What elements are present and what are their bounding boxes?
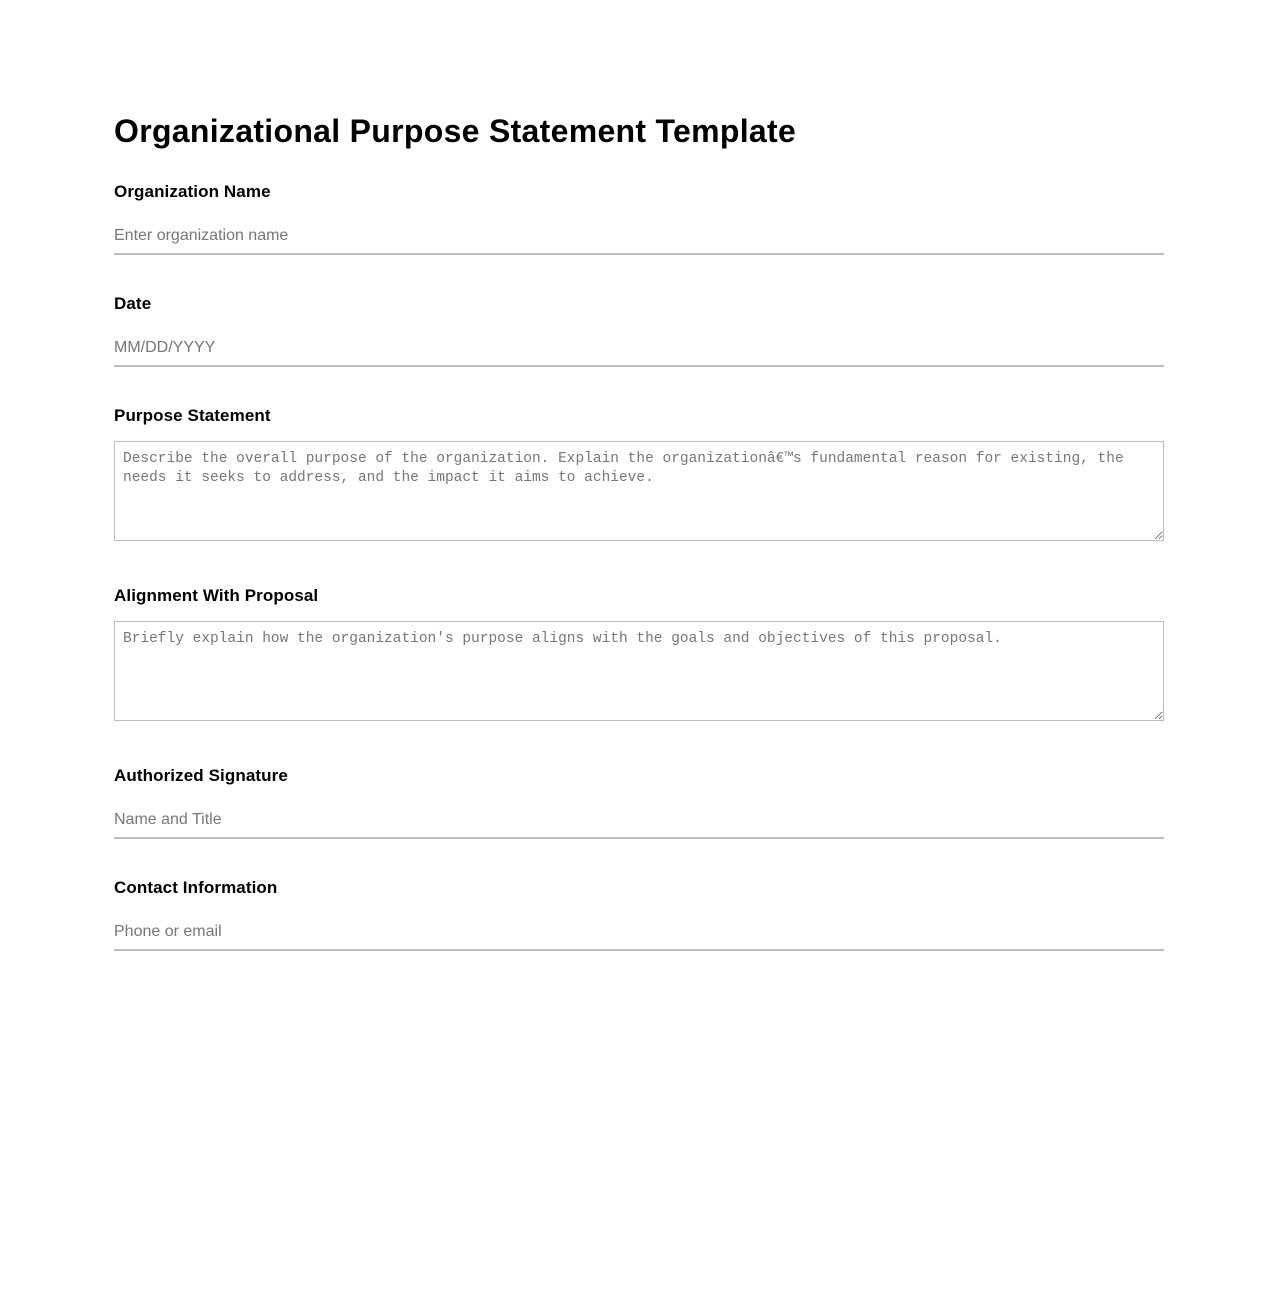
form-container: [114, 110, 1164, 897]
purpose-statement-field: [114, 406, 1164, 541]
contact-information-input[interactable]: [114, 915, 1164, 951]
purpose-statement-textarea[interactable]: [114, 441, 1164, 541]
date-field: [114, 294, 1164, 367]
date-input[interactable]: [114, 331, 1164, 367]
organization-name-label: Organization Name: [114, 182, 271, 201]
authorized-signature-field: [114, 766, 1164, 839]
organization-name-field: [114, 182, 1164, 255]
alignment-with-proposal-textarea[interactable]: [114, 621, 1164, 721]
organization-name-input[interactable]: [114, 219, 1164, 255]
authorized-signature-label: Authorized Signature: [114, 766, 288, 785]
date-label: Date: [114, 294, 152, 313]
contact-information-field: [114, 878, 1164, 951]
page-title: Organizational Purpose Statement Template: [114, 113, 797, 149]
contact-information-label: Contact Information: [114, 878, 278, 897]
purpose-statement-label: Purpose Statement: [114, 406, 271, 425]
authorized-signature-input[interactable]: [114, 803, 1164, 839]
alignment-with-proposal-label: Alignment With Proposal: [114, 586, 319, 605]
alignment-with-proposal-field: [114, 586, 1164, 721]
